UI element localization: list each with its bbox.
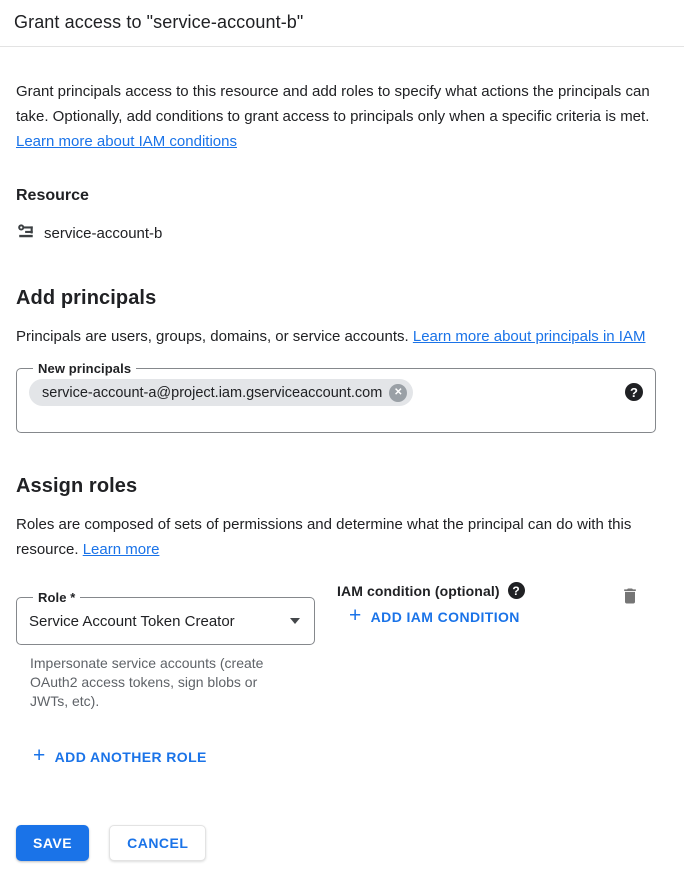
help-icon[interactable]: ? [625, 383, 643, 401]
trash-icon [620, 594, 640, 609]
role-column [16, 578, 316, 711]
add-principals-text-body: Principals are users, groups, domains, or service accounts. [16, 328, 409, 345]
chip-remove-icon[interactable]: ✕ [389, 384, 407, 402]
dialog-body [0, 79, 684, 861]
add-principals-text [16, 324, 661, 349]
add-iam-condition-label: ADD IAM CONDITION [370, 609, 520, 625]
add-iam-condition-button[interactable] [349, 604, 520, 627]
assign-roles-text-body: Roles are composed of sets of permissions and determine what the principal can do with this resource. [16, 516, 632, 558]
resource-heading: Resource [16, 187, 89, 204]
role-description: Impersonate service accounts (create OAuth2 access tokens, sign blobs or JWTs, etc). [30, 655, 264, 709]
principal-chip-label: service-account-a@project.iam.gserviceaccount.com [42, 384, 383, 401]
role-row [16, 578, 668, 711]
plus-icon: + [33, 744, 46, 767]
dialog-actions [16, 825, 668, 861]
principal-chip [29, 379, 413, 406]
add-another-role-button[interactable] [33, 744, 207, 767]
resource-name: service-account-b [44, 224, 163, 242]
learn-more-iam-conditions-link[interactable]: Learn more about IAM conditions [16, 133, 237, 150]
save-button[interactable]: SAVE [16, 825, 89, 861]
intro-text-body: Grant principals access to this resource and add roles to specify what actions the principals can take. Optionally, add conditions to grant access to principals only when a specific criteria is met. [16, 83, 650, 125]
dropdown-arrow-icon [290, 618, 300, 624]
role-select-value-row[interactable] [29, 607, 302, 634]
iam-condition-label: IAM condition (optional) [337, 582, 500, 599]
new-principals-label: New principals [38, 361, 132, 376]
role-selected-value: Service Account Token Creator [29, 612, 235, 630]
learn-more-principals-link[interactable]: Learn more about principals in IAM [412, 328, 646, 345]
help-icon[interactable]: ? [508, 582, 525, 599]
cancel-button[interactable]: CANCEL [109, 825, 206, 861]
assign-roles-heading: Assign roles [16, 475, 138, 497]
service-account-icon [16, 221, 35, 245]
iam-condition-label-row [337, 582, 525, 599]
plus-icon: + [349, 604, 362, 627]
delete-role-column [620, 578, 640, 611]
intro-text [16, 79, 664, 154]
dialog-header [0, 0, 684, 47]
learn-more-roles-link[interactable]: Learn more [82, 541, 160, 558]
dialog-title: Grant access to "service-account-b" [14, 12, 304, 32]
delete-role-button[interactable] [620, 586, 640, 606]
new-principals-field[interactable] [16, 361, 656, 433]
assign-roles-text [16, 512, 636, 562]
resource-item [16, 221, 668, 245]
role-select[interactable] [16, 590, 315, 645]
iam-condition-column [337, 578, 525, 627]
add-principals-heading: Add principals [16, 287, 157, 309]
new-principals-input-area[interactable] [29, 378, 643, 422]
add-another-role-label: ADD ANOTHER ROLE [54, 749, 207, 765]
role-label: Role * [38, 590, 76, 605]
